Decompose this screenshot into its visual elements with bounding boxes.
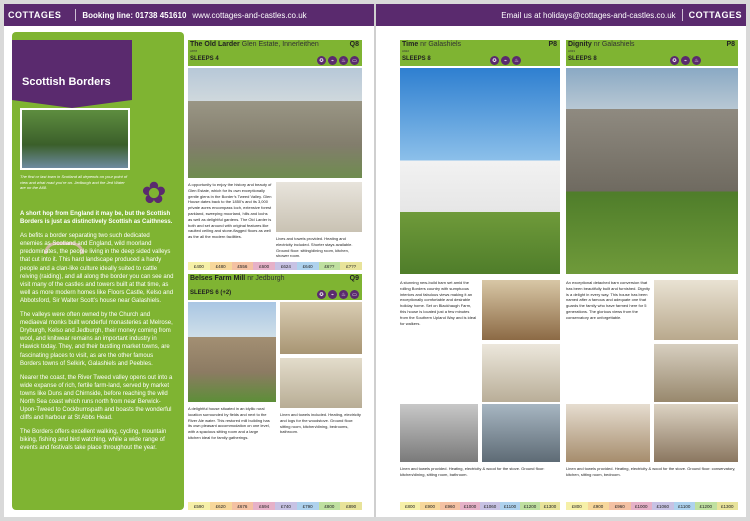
price-cell: £1000 — [631, 502, 653, 510]
price-band — [400, 502, 560, 510]
bbq-icon: ♨ — [692, 56, 701, 65]
wifi-icon: ⌁ — [328, 56, 337, 65]
property-facilities: Linen and towels provided. Heating, electricity & wood for the stove. Ground floor: conservatory, kitchen, sitting room, bedroom. — [566, 466, 736, 477]
amenity-icons — [490, 56, 521, 65]
pets-icon: ✪ — [317, 290, 326, 299]
region-lead: A short hop from England it may be, but the Scottish Borders is just as distinctively Scottish as Caithness. — [20, 211, 173, 226]
price-cell: £800 — [566, 502, 588, 510]
property-name: Time — [402, 41, 419, 48]
wifi-icon: ⌁ — [681, 56, 690, 65]
bbq-icon: ♨ — [339, 290, 348, 299]
email-link[interactable]: Email us at holidays@cottages-and-castles.co.uk — [501, 10, 676, 20]
price-cell: £??? — [340, 262, 362, 270]
property-photo — [188, 68, 362, 178]
property-ref: A878 — [190, 49, 198, 53]
price-band — [188, 262, 362, 270]
tv-icon: ▭ — [350, 56, 359, 65]
sleeps-label: SLEEPS 4 — [188, 56, 362, 66]
brand-label: COTTAGES — [688, 10, 742, 20]
property-name: Belses Farm Mill — [190, 275, 246, 282]
price-cell: £694 — [253, 502, 275, 510]
property-title — [402, 41, 461, 48]
divider — [75, 9, 76, 21]
region-photo — [20, 108, 130, 170]
price-cell: £890 — [340, 502, 362, 510]
sleeps-label: SLEEPS 6 (+2) — [188, 290, 362, 300]
kitchen-photo — [400, 404, 478, 462]
property-name: The Old Larder — [190, 41, 240, 48]
property-name: Dignity — [568, 41, 592, 48]
header-bar-right — [376, 4, 746, 26]
property-header — [400, 40, 560, 56]
booking-line: Booking line: 01738 451610 — [82, 10, 187, 20]
property-description: A stunning new-build barn set amid the rolling Borders country with sumptuous interiors and fabulous views making it an exceptionally comfortable and desirable holiday home. Set on Blackhaugh Farm, this house is located just a few minutes from the Southern Upland Way and is ideal for walkers. — [400, 280, 477, 326]
pets-icon: ✪ — [490, 56, 499, 65]
property-old-larder[interactable] — [188, 40, 362, 274]
price-cell: £600 — [253, 262, 275, 270]
price-cell: £1100 — [500, 502, 520, 510]
property-code: P8 — [726, 41, 735, 48]
price-cell: £590 — [188, 502, 210, 510]
property-description: A delightful house situated in an idyllic rural location surrounded by fields and next to the River Ale water. This restored mill building has its own pleasant accommodation on one level, with a spacious sitting room and a large kitchen ideal for family gatherings. — [188, 406, 270, 440]
dining-photo — [654, 344, 738, 402]
price-cell: £556 — [232, 262, 254, 270]
sleeps-label: SLEEPS 8 — [400, 56, 560, 66]
property-description: A opportunity to enjoy the history and beauty of Glen Estate, which for its own exceptionally gentle glens in the Border’s Tweed Valley. Glen House dates back to the 1850’s and its 3,000 private acres encompass loch, extensive forest parkland, sweeping moorland, hills and lochs as well as delightful gardens. The Old Larder is both and set around with original features like vaulted ceiling and stone-flagged floors as well as the all the modern facilities. — [188, 182, 272, 240]
scotland-map-icon: ✿ — [141, 177, 167, 210]
bathroom-photo — [482, 404, 560, 462]
property-header — [188, 40, 362, 56]
property-ref: A922 — [402, 49, 410, 53]
brochure-spread — [4, 4, 746, 517]
region-text — [20, 210, 174, 459]
region-title: Scottish Borders — [12, 40, 132, 100]
amenity-icons — [670, 56, 701, 65]
property-code: Q9 — [349, 275, 359, 282]
website-link[interactable]: www.cottages-and-castles.co.uk — [192, 10, 307, 20]
bbq-icon: ♨ — [339, 56, 348, 65]
property-place: Glen Estate, Innerleithen — [241, 41, 319, 48]
divider — [682, 9, 683, 21]
price-cell: £1000 — [460, 502, 480, 510]
kitchen-photo — [280, 358, 362, 408]
property-time[interactable] — [400, 40, 560, 502]
bedroom-photo — [566, 404, 650, 462]
property-place: nr Galashiels — [593, 41, 635, 48]
property-facilities: Linen and towels provided. Heating, electricity & wood for the stove. Ground floor: kitchen/dining, sitting room, bathroom. — [400, 466, 545, 477]
price-cell: £1200 — [695, 502, 717, 510]
property-dignity[interactable] — [566, 40, 738, 502]
price-cell: £1300 — [717, 502, 739, 510]
pets-icon: ✪ — [670, 56, 679, 65]
price-cell: £1200 — [520, 502, 540, 510]
interior-photo — [280, 302, 362, 354]
property-title — [568, 41, 635, 48]
interior-photo — [654, 280, 738, 340]
amenity-icons — [317, 56, 359, 65]
property-title — [190, 275, 285, 282]
property-belses-farm-mill[interactable] — [188, 274, 362, 502]
price-cell: £1060 — [652, 502, 674, 510]
property-header — [188, 274, 362, 290]
price-cell: £800 — [319, 502, 341, 510]
property-code: P8 — [548, 41, 557, 48]
amenity-icons — [317, 290, 359, 299]
property-photo — [400, 68, 560, 274]
property-description: An exceptional detached barn conversion that has been beautifully built and furnished. Dignity is a delight in every way. This house has been named after a famous and adequate one that guards the family who have farmed here for 5 generations. The glorious views from the conservatory are unforgettable. — [566, 280, 650, 320]
region-paragraph: The Borders offers excellent walking, cycling, mountain biking, fishing and bird watching, while a wide range of events and festivals take place throughout the year. — [20, 429, 167, 452]
price-cell: £800 — [400, 502, 420, 510]
price-cell: £1100 — [674, 502, 696, 510]
region-paragraph: Nearer the coast, the River Tweed valley opens out into a wide expanse of rich, fertile farm-land, served by market towns like Duns and Chirnside, before reaching the wild North Sea coast which runs north from near Berwick-Upon-Tweed to Cockburnspath and boasts the wonderful cliffs and harbour at St Abbs Head. — [20, 374, 173, 422]
photo-caption: The first or last town in Scotland all depends on your point of view and what road you’re on. Jedburgh and the Jed Water are on the A68. — [20, 174, 128, 191]
price-cell: £790 — [297, 502, 319, 510]
price-cell: £480 — [210, 262, 232, 270]
property-header — [566, 40, 738, 56]
region-paragraph: The valleys were often owned by the Church and mediaeval monks built wonderful monasteries at Melrose, Dryburgh, Kelso and Jedburgh, their money coming from wool, and knitwear remains an important industry in Hawick today. They, and their bustling market towns, are fascinating places to visit, as are the other famous Borders towns of Selkirk, Galashiels and Peebles. — [20, 312, 173, 367]
price-cell: £6?? — [319, 262, 341, 270]
property-facilities: Lives and towels provided. Heating and electricity included. Shorter stays available. Ground floor: sitting/dining room, kitchen, shower room. — [276, 236, 353, 259]
wifi-icon: ⌁ — [328, 290, 337, 299]
bedroom-photo — [482, 344, 560, 402]
brand-label: COTTAGES — [8, 10, 62, 20]
wifi-icon: ⌁ — [501, 56, 510, 65]
region-paragraph: As befits a border separating two such dedicated enemies as Scotland and England, wild moorland predominates, the people living in the deep sided valleys that cut into it. This hard landscape produced a hardy people and a clan-like culture ideally suited to cattle reiving (raiding), and all along the border you can see and visit many of the castles and towers built at that time, as well as more modern homes like Floors Castle, Kelso and Abbotsford, Sir Walter Scott’s house near Galashiels. — [20, 233, 174, 304]
price-cell: £900 — [588, 502, 610, 510]
property-ref: A933 — [568, 49, 576, 53]
sitting-room-photo — [654, 404, 738, 462]
page-gutter — [374, 4, 376, 517]
header-bar-left — [4, 4, 374, 26]
bbq-icon: ♨ — [512, 56, 521, 65]
tv-icon: ▭ — [350, 290, 359, 299]
price-cell: £960 — [609, 502, 631, 510]
property-facilities: Linen and towels included. Heating, electricity and logs for the woodstove. Ground floor: sitting room, kitchen/dining, bedrooms, bathroom. — [280, 412, 361, 435]
price-cell: £960 — [440, 502, 460, 510]
price-cell: £1300 — [540, 502, 560, 510]
price-cell: £740 — [275, 502, 297, 510]
property-photo — [188, 302, 276, 402]
pets-icon: ✪ — [317, 56, 326, 65]
property-photo — [566, 68, 738, 274]
price-cell: £620 — [210, 502, 232, 510]
price-cell: £900 — [420, 502, 440, 510]
property-place: nr Galashiels — [420, 41, 462, 48]
interior-photo — [276, 182, 362, 232]
property-title — [190, 41, 319, 48]
price-band — [566, 502, 738, 510]
price-cell: £624 — [275, 262, 297, 270]
price-band — [188, 502, 362, 510]
property-place: nr Jedburgh — [247, 275, 285, 282]
interior-photo — [482, 280, 560, 340]
price-cell: £640 — [297, 262, 319, 270]
price-cell: £676 — [232, 502, 254, 510]
price-cell: £1060 — [480, 502, 500, 510]
property-code: Q8 — [349, 41, 359, 48]
price-cell: £400 — [188, 262, 210, 270]
sleeps-label: SLEEPS 8 — [566, 56, 738, 66]
